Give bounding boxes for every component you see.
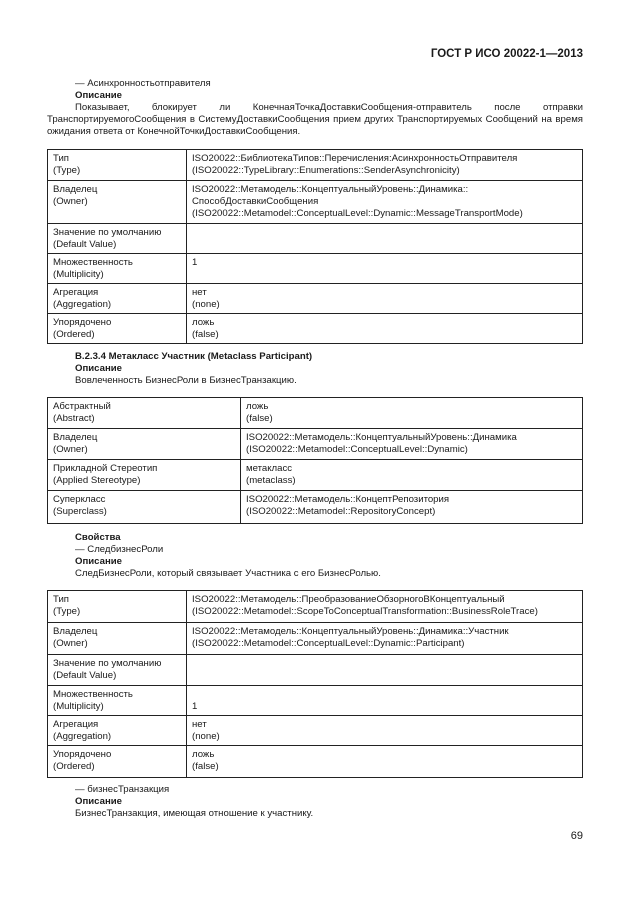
property-value-cell: ISO20022::Метамодель::КонцептРепозитория (ISO20022::Metamodel::RepositoryConcept): [241, 491, 583, 524]
table-row: [48, 716, 583, 746]
property-value-cell: 1: [187, 254, 583, 284]
properties-table-1: [47, 149, 583, 344]
properties-table-2: [47, 397, 583, 524]
property-value-cell: нет (none): [187, 716, 583, 746]
property-name-cell: Множественность (Multiplicity): [48, 254, 187, 284]
table-row: [48, 181, 583, 224]
description-text: Показывает, блокирует ли КонечнаяТочкаДоставкиСообщения-отправитель после отправки ТранспортируемогоСообщения в СистемуДоставкиСообщения прием других Транспортируемых Сообщений на время ожидания ответа от КонечнойТочкиДоставкиСообщения.: [47, 102, 583, 137]
table-row: [48, 150, 583, 181]
property-name-cell: Владелец (Owner): [48, 181, 187, 224]
property-name-cell: Значение по умолчанию (Default Value): [48, 655, 187, 686]
property-value-cell: ISO20022::Метамодель::КонцептуальныйУровень::Динамика (ISO20022::Metamodel::ConceptualLevel::Dynamic): [241, 429, 583, 460]
property-name-cell: Тип (Type): [48, 150, 187, 181]
property-item: — СледбизнесРоли: [75, 544, 164, 555]
property-name-cell: Владелец (Owner): [48, 429, 241, 460]
property-name-cell: Владелец (Owner): [48, 623, 187, 655]
property-value-cell: нет (none): [187, 284, 583, 314]
description-text: Вовлеченность БизнесРоли в БизнесТранзакцию.: [75, 375, 297, 386]
table-row: [48, 591, 583, 623]
table-row: [48, 314, 583, 344]
table-row: [48, 398, 583, 429]
table-row: [48, 254, 583, 284]
table-row: [48, 460, 583, 491]
property-value-cell: метакласс (metaclass): [241, 460, 583, 491]
description-text: СледБизнесРоли, который связывает Участника с его БизнесРолью.: [75, 568, 381, 579]
property-name-cell: Агрегация (Aggregation): [48, 716, 187, 746]
property-name-cell: Множественность (Multiplicity): [48, 686, 187, 716]
table-row: [48, 491, 583, 524]
table-row: [48, 429, 583, 460]
property-value-cell: ISO20022::Метамодель::КонцептуальныйУровень::Динамика:: СпособДоставкиСообщения (ISO20022::Metamodel::ConceptualLevel::Dynamic::MessageTransportMode): [187, 181, 583, 224]
properties-table-3: [47, 590, 583, 778]
section-heading: B.2.3.4 Метакласс Участник (Metaclass Participant): [75, 351, 313, 362]
property-name-cell: Значение по умолчанию (Default Value): [48, 224, 187, 254]
property-value-cell: ISO20022::Метамодель::КонцептуальныйУровень::Динамика::Участник (ISO20022::Metamodel::ConceptualLevel::Dynamic::Participant): [187, 623, 583, 655]
property-name-cell: Прикладной Стереотип (Applied Stereotype): [48, 460, 241, 491]
table-row: [48, 623, 583, 655]
property-value-cell: ложь (false): [187, 746, 583, 778]
table-row: [48, 284, 583, 314]
property-name-cell: Абстрактный (Abstract): [48, 398, 241, 429]
property-value-cell: 1: [187, 686, 583, 716]
description-label: Описание: [75, 363, 122, 374]
document-id-header: ГОСТ Р ИСО 20022-1—2013: [430, 48, 583, 60]
property-value-cell: ложь (false): [241, 398, 583, 429]
property-value-cell: ISO20022::Метамодель::ПреобразованиеОбзорногоВКонцептуальный (ISO20022::Metamodel::ScopeToConceptualTransformation::BusinessRoleTrace): [187, 591, 583, 623]
property-value-cell: ISO20022::БиблиотекаТипов::Перечисления:АсинхронностьОтправителя (ISO20022::TypeLibrary::Enumerations::SenderAsynchronicity): [187, 150, 583, 181]
table-row: [48, 746, 583, 778]
description-label: Описание: [75, 796, 122, 807]
property-name-cell: Агрегация (Aggregation): [48, 284, 187, 314]
property-item: — бизнесТранзакция: [75, 784, 170, 795]
property-name-cell: Упорядочено (Ordered): [48, 314, 187, 344]
property-name-cell: Тип (Type): [48, 591, 187, 623]
description-text: БизнесТранзакция, имеющая отношение к участнику.: [75, 808, 314, 819]
property-item: — Асинхронностьотправителя: [75, 78, 211, 89]
page-number: 69: [570, 830, 583, 842]
property-name-cell: Упорядочено (Ordered): [48, 746, 187, 778]
description-label: Описание: [75, 90, 122, 101]
property-value-cell: [187, 655, 583, 686]
property-value-cell: [187, 224, 583, 254]
description-label: Описание: [75, 556, 122, 567]
table-row: [48, 686, 583, 716]
property-value-cell: ложь (false): [187, 314, 583, 344]
property-name-cell: Суперкласс (Superclass): [48, 491, 241, 524]
table-row: [48, 224, 583, 254]
table-row: [48, 655, 583, 686]
properties-label: Свойства: [75, 532, 121, 543]
